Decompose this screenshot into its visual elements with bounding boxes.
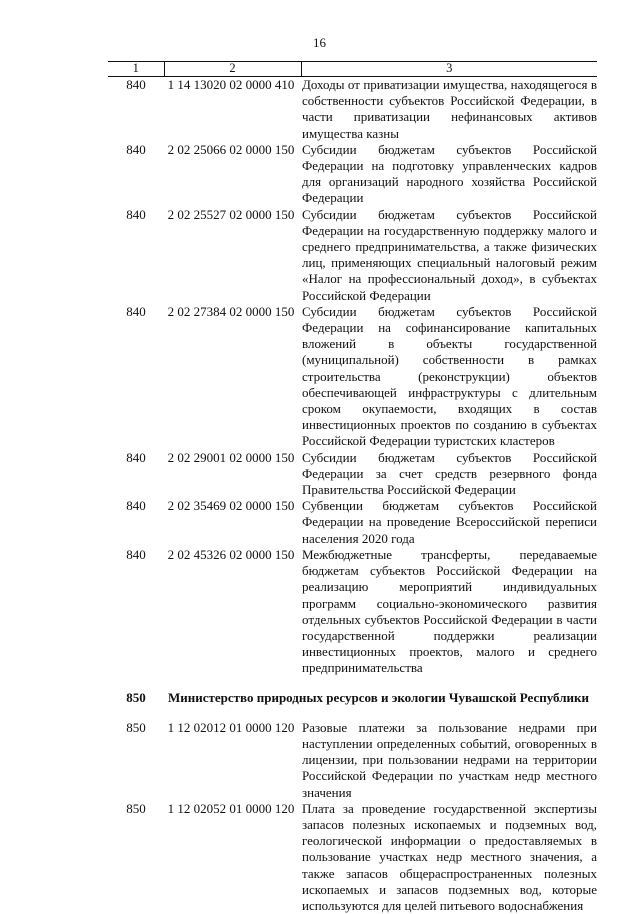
budget-class-code: 1 12 02012 01 0000 120 <box>167 719 295 735</box>
table-row <box>108 304 597 450</box>
table-row <box>108 207 597 304</box>
section-header-row <box>108 689 597 708</box>
admin-code: 840 <box>126 141 146 157</box>
revenue-description: Субсидии бюджетам субъектов Российской Федерации на софинансирование капитальных вложений в объекты государственной (муниципальной) собственности в рамках строительства (реконструкции) объектов обеспечивающей инфраструктуры с длительным сроком окупаемости, входящих в состав инвестиционных проектов по созданию в субъектах Российской Федерации туристских кластеров <box>302 303 597 449</box>
budget-class-code: 2 02 25066 02 0000 150 <box>167 141 295 157</box>
revenue-codes-table <box>108 61 597 914</box>
revenue-description: Доходы от приватизации имущества, находящегося в собственности субъектов Российской Федерации, в части приватизации нефинансовых активов имущества казны <box>302 77 597 141</box>
table-row <box>108 547 597 677</box>
admin-code: 850 <box>126 719 146 735</box>
admin-code: 840 <box>126 498 146 514</box>
revenue-description: Плата за проведение государственной экспертизы запасов полезных ископаемых и подземных вод, геологической информации о предоставляемых в пользование участках недр местного значения, а также запасов общераспространенных полезных ископаемых и запасов подземных вод, которые используются для целей питьевого водоснабжения <box>302 800 597 913</box>
budget-class-code: 1 12 02052 01 0000 120 <box>167 800 295 816</box>
table-row <box>108 498 597 547</box>
budget-class-code: 2 02 45326 02 0000 150 <box>167 546 295 562</box>
admin-code: 840 <box>126 77 146 92</box>
table-header-row <box>108 62 597 77</box>
header-col-1: 1 <box>108 62 164 77</box>
row-spacer <box>108 677 597 689</box>
table-row <box>108 77 597 142</box>
revenue-description: Субсидии бюджетам субъектов Российской Федерации за счет средств резервного фонда Правительства Российской Федерации <box>302 449 597 498</box>
page-number: 16 <box>313 35 326 50</box>
revenue-description: Субсидии бюджетам субъектов Российской Федерации на подготовку управленческих кадров для организаций народного хозяйства Российской Федерации <box>302 141 597 206</box>
table-row <box>108 142 597 207</box>
revenue-codes-table-wrapper <box>108 61 597 914</box>
admin-code: 840 <box>126 206 146 222</box>
revenue-description: Межбюджетные трансферты, передаваемые бюджетам субъектов Российской Федерации на реализацию мероприятий индивидуальных программ социально-экономического развития отдельных субъектов Российской Федерации в части государственной поддержки реализации инвестиционных проектов, малого и среднего предпринимательства <box>302 546 597 676</box>
section-title: Министерство природных ресурсов и экологии Чувашской Республики <box>168 689 589 705</box>
table-row <box>108 720 597 801</box>
budget-class-code: 2 02 25527 02 0000 150 <box>167 206 295 222</box>
row-spacer <box>108 708 597 720</box>
section-admin-code: 850 <box>126 689 146 705</box>
revenue-description: Субсидии бюджетам субъектов Российской Федерации на государственную поддержку малого и среднего предпринимательства, а также физических лиц, применяющих специальный налоговый режим «Налог на профессиональный доход», в субъектах Российской Федерации <box>302 206 597 303</box>
table-row <box>108 801 597 914</box>
header-col-3: 3 <box>301 62 597 77</box>
revenue-description: Разовые платежи за пользование недрами при наступлении определенных событий, оговоренных в лицензии, при пользовании недрами на территории Российской Федерации по участкам недр местного значения <box>302 719 597 800</box>
table-row <box>108 450 597 499</box>
budget-class-code: 2 02 27384 02 0000 150 <box>167 303 295 319</box>
header-col-2: 2 <box>164 62 301 77</box>
admin-code: 840 <box>126 546 146 562</box>
admin-code: 840 <box>126 303 146 319</box>
admin-code: 840 <box>126 449 146 465</box>
admin-code: 850 <box>126 800 146 816</box>
budget-class-code: 2 02 29001 02 0000 150 <box>167 449 295 465</box>
budget-class-code: 1 14 13020 02 0000 410 <box>167 77 295 92</box>
revenue-description: Субвенции бюджетам субъектов Российской Федерации на проведение Всероссийской переписи населения 2020 года <box>302 498 597 546</box>
budget-class-code: 2 02 35469 02 0000 150 <box>167 498 295 514</box>
